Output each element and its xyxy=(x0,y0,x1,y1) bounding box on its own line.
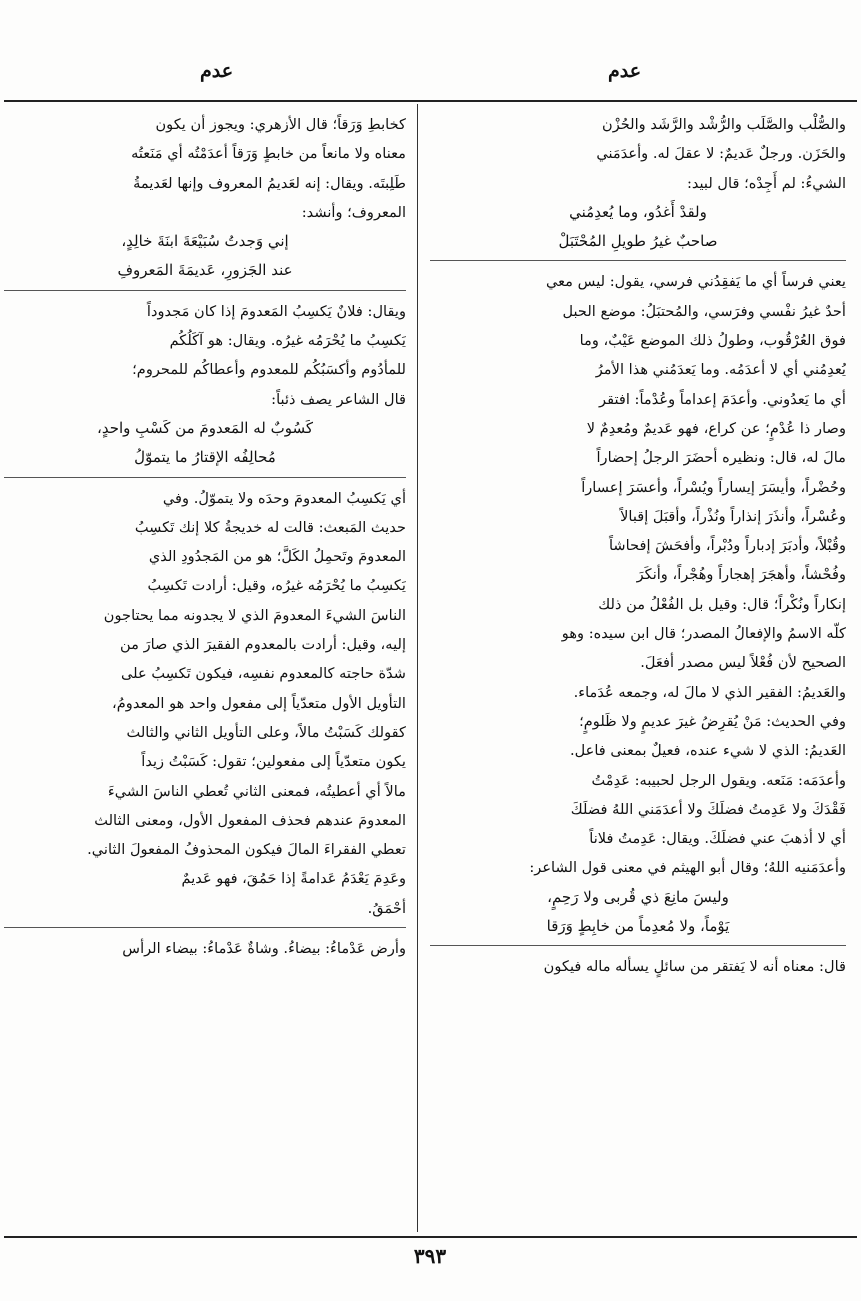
text-line: وقُبْلاً، وأدبَرَ إدباراً ودُبْراً، وأفحَشَ إفحاشاً xyxy=(608,537,846,555)
right-column xyxy=(430,110,846,1230)
text-line: التأويل الأول متعدّياً إلى مفعول واحد هو المعدومُ، xyxy=(112,694,406,712)
verse-line: مُحالِفُه الإقتارُ ما يتموّلُ xyxy=(134,448,276,467)
verse-separator xyxy=(4,290,406,291)
text-line: يَكسِبُ ما يُحْرَمُه غيرُه، وقيل: أرادت تَكسِبُ xyxy=(147,577,406,595)
verse-line: إني وَجدتُ سُبَيْعَةَ ابنَةَ خالِدٍ، xyxy=(121,232,289,251)
text-line: وعَدِمَ يَعْدَمُ عَدامةً إذا حَمُقَ، فهو عَديمٌ xyxy=(181,870,406,888)
text-line: وصار ذا عُدْمٍ؛ عن كراع، فهو عَديمٌ ومُعدِمٌ لا xyxy=(586,419,846,437)
text-line: وحُضْراً، وأيسَرَ إيساراً ويُسْراً، وأعسَرَ إعساراً xyxy=(581,478,846,496)
text-line: ويقال: فلانٌ يَكسِبُ المَعدومَ إذا كان مَجدوداً xyxy=(146,302,406,320)
text-line: حديث المَبعث: قالت له خديجةُ كلا إنك تَكسِبُ xyxy=(134,518,406,536)
text-line: وفُحْشاً، وأهجَرَ إهجاراً وهُجْراً، وأنكَرَ xyxy=(636,566,846,584)
text-line: العَديمُ: الذي لا شيء عنده، فعيلٌ بمعنى فاعل. xyxy=(569,742,846,760)
text-line: الناسَ الشيءَ المعدومَ الذي لا يجدونه مما يحتاجون xyxy=(103,606,406,624)
text-line: والعَديمُ: الفقير الذي لا مالَ له، وجمعه عُدَماء. xyxy=(573,683,846,701)
text-line: فوق العُرْقُوب، وطولُ ذلك الموضع عَيْبٌ، وما xyxy=(579,332,846,350)
running-header-left: عدم xyxy=(200,60,234,82)
verse-separator xyxy=(4,477,406,478)
text-line: كلّه الاسمُ والإفعالُ المصدر؛ قال ابن سيده: وهو xyxy=(561,625,846,643)
running-header-right: عدم xyxy=(608,60,642,82)
text-line: أي لا أذهبَ عني فضلَكَ. ويقال: عَدِمتُ فلاناً xyxy=(589,830,846,848)
text-line: أي يَكسِبُ المعدومَ وحدَه ولا يتموّلُ. وفي xyxy=(162,489,406,507)
text-line: مالاً أي أعطيتُه، فمعنى الثاني تُعطي الناسَ الشيءَ xyxy=(107,782,406,800)
text-line: معناه ولا مانعاً من خابطٍ وَرَقاً أعدَمْتُه أي مَنَعتُه xyxy=(131,145,406,163)
text-line: وأعدَمَنيه اللهُ؛ وقال أبو الهيثم في معنى قول الشاعر: xyxy=(529,859,846,877)
verse-line: عند الجَزورِ، عَديمَةَ المَعروفِ xyxy=(117,261,293,280)
text-line: يَكسِبُ ما يُحْرَمُه غيرُه. ويقال: هو آكَلُكُم xyxy=(169,332,406,350)
column-divider xyxy=(417,104,418,1232)
text-line: شدّة حاجته كالمعدوم نفسِه، فيكون تَكسِبُ على xyxy=(120,665,406,683)
text-line: يعني فرساً أي ما يَفقِدُني فرسي، يقول: ليس معي xyxy=(545,273,846,291)
text-line: أي ما يَعدُوني. وأعدَمَ إعداماً وعُدْماً: افتقر xyxy=(599,390,846,408)
text-line: وفي الحديث: مَنْ يُقرِضُ غيرَ عديمٍ ولا ظَلومٍ؛ xyxy=(579,712,846,730)
verse-separator xyxy=(430,260,846,261)
text-line: والصُّلْب والصَّلَب والرُّشْد والرَّشَد والحُزْن xyxy=(601,116,846,133)
text-line: كخابطِ وَرَقاً؛ قال الأزهري: ويجوز أن يكون xyxy=(155,116,406,133)
text-line: الشيءُ: لم أَجِدْه؛ قال لبيد: xyxy=(686,174,846,192)
text-line: أحدٌ غيرُ نفْسي وفرَسي، والمُحتبَلُ: موضع الحبل xyxy=(562,302,846,320)
verse-line: ولقدْ أَغدُو، وما يُعدِمُني xyxy=(569,202,707,221)
text-line: المعدومَ وتَحمِلُ الكَلَّ؛ هو من المَجدُودِ الذي xyxy=(148,548,406,566)
header-rule xyxy=(4,100,857,102)
left-column xyxy=(4,110,406,1230)
text-line: للمأدُوم وأكسَبُكُم للمعدوم وأعطاكُم للمحروم؛ xyxy=(132,361,406,379)
text-line: المعدومَ عندهم فحذف المفعول الأول، ومعنى الثالث xyxy=(94,811,406,829)
text-line: والحَزَن. ورجلٌ عَديمٌ: لا عقلَ له. وأعدَمَني xyxy=(596,145,846,163)
verse-line: وليسَ مانِعَ ذي قُربى ولا رَحِمٍ، xyxy=(547,887,729,906)
text-line: قال: معناه أنه لا يَفتقر من سائلٍ يسأله ماله فيكون xyxy=(543,958,846,976)
verse-separator xyxy=(430,945,846,946)
text-line: وأعدَمَه: مَنَعه. ويقول الرجل لحبيبه: عَدِمْتُ xyxy=(591,771,846,789)
text-line: المعروف؛ وأنشد: xyxy=(301,203,406,221)
verse-line: صاحبٌ غيرُ طويلِ المُحْتَبَلْ xyxy=(558,232,718,251)
page-number: ٣٩٣ xyxy=(413,1244,447,1268)
paragraph-separator xyxy=(4,927,406,928)
text-line: يكون متعدّياً إلى مفعولين؛ تقول: كَسَبْتُ زيداً xyxy=(141,753,406,771)
text-line: طَلِبتَه. ويقال: إنه لعَديمُ المعروف وإنها لعَديمةُ xyxy=(133,174,406,192)
text-line: الصحيح لأن فُعْلاً ليس مصدر أفعَلَ. xyxy=(640,654,846,672)
text-line: وعُسْراً، وأنذَرَ إنذاراً ونُذْراً، وأقبَلَ إقبالاً xyxy=(620,507,846,525)
text-line: إليه، وقيل: أرادت بالمعدوم الفقيرَ الذي صارَ من xyxy=(120,636,406,654)
footer-rule xyxy=(4,1236,857,1238)
verse-line: يَوْماً، ولا مُعدِماً من خابِطٍ وَرَقا xyxy=(546,917,730,936)
text-line: وأرض عَدْماءُ: بيضاءُ. وشاةٌ عَدْماءُ: بيضاء الرأس xyxy=(122,940,406,958)
text-line: فَقْدَكَ ولا عَدِمتُ فضلَكَ ولا أعدَمَني اللهُ فضلَكَ xyxy=(570,800,846,818)
text-line: مالَ له، قال: ونظيره أحضَرَ الرجلُ إحضاراً xyxy=(596,449,846,467)
text-line: تعطي الفقراءَ المالَ فيكون المحذوفُ المفعولَ الثاني. xyxy=(87,841,406,859)
text-line: إنكاراً ونُكْراً؛ قال: وقيل بل الفُعْلُ من ذلك xyxy=(598,595,846,613)
text-line: أحْمَقُ. xyxy=(367,899,406,917)
verse-line: كَسُوبٌ له المَعدومَ من كَسْبِ واحدٍ، xyxy=(97,418,313,437)
text-line: يُعدِمُني أي لا أعدَمُه. وما يَعدَمُني هذا الأمرُ xyxy=(595,361,846,379)
text-line: قال الشاعر يصف ذئباً: xyxy=(271,390,406,408)
text-line: كقولك كَسَبْتُ مالاً، وعلى التأويل الثاني والثالث xyxy=(126,723,406,741)
